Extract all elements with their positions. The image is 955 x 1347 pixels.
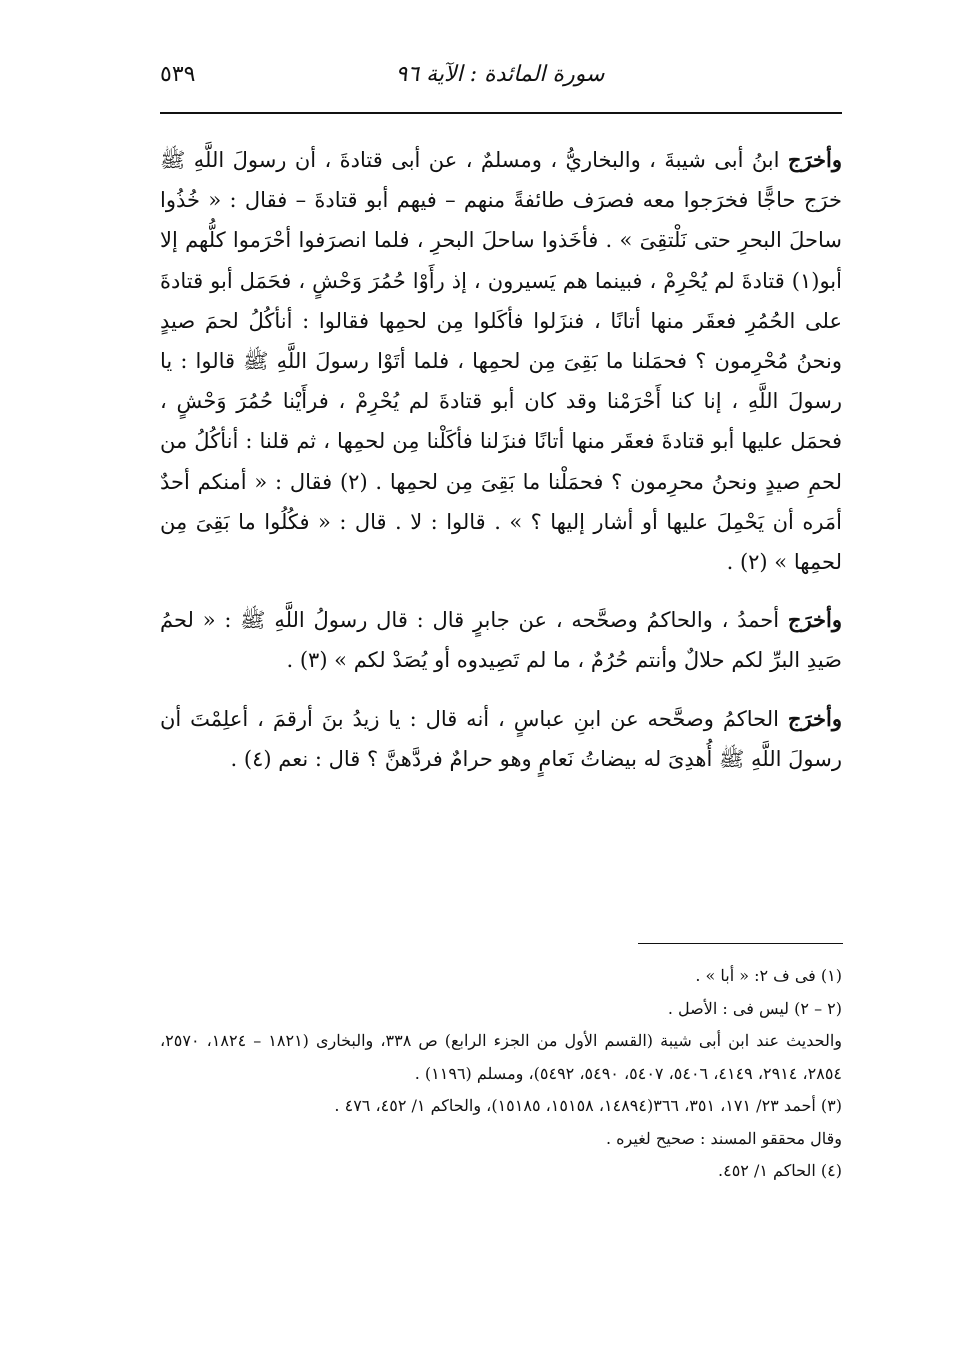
paragraph-jabir xyxy=(160,600,842,680)
footnote-divider xyxy=(638,943,843,944)
page-number: ٥٣٩ xyxy=(160,62,196,87)
paragraph-body: الحاكمُ وصحَّحه عن ابنِ عباسٍ ، أنه قال : يا زيدُ بنَ أرقمَ ، أعلِمْتَ أن رسولَ اللَّهِ ﷺ أُهدِىَ له بيضاتُ نَعامٍ وهو حرامٌ فردَّهنَّ ؟ قال : نعم (٤) . xyxy=(160,706,842,771)
footnote-3: (٣) أحمد ٢٣/ ١٧١، ٣٥١، ٣٦٦(١٤٨٩٤، ١٥١٥٨، ١٥١٨٥)، والحاكم ١/ ٤٥٢، ٤٧٦ . xyxy=(334,1096,842,1115)
paragraph-lead: وأخرَج xyxy=(787,607,842,633)
footnote-4: (٤) الحاكم ١/ ٤٥٢. xyxy=(718,1161,842,1180)
page-header xyxy=(160,62,840,102)
paragraph-body: ابنُ أبى شيبةَ ، والبخاريُّ ، ومسلمٌ ، عن أبى قتادةَ ، أن رسولَ اللَّهِ ﷺ خرَج حاجًّا فخرَجوا معه فصرَف طائفةً منهم – فيهم أبو قتادةَ – فقال : « خُذُوا ساحلَ البحرِ حتى نَلْتقِىَ » . فأخَذوا ساحلَ البحرِ ، فلما انصرَفوا أحْرَموا كلُّهم إلا أبو(١) قتادةَ لم يُحْرِمْ ، فبينما هم يَسيرون ، إذ رأَوْا حُمُرَ وَحْشٍ ، فحَمَل أبو قتادةَ على الحُمُرِ فعقَر منها أتانًا ، فنزَلوا فأكَلوا مِن لحمِها فقالوا : أنأكُلُ لحمَ صيدٍ ونحنُ مُحْرِمون ؟ فحمَلنا ما بَقِىَ مِن لحمِها ، فلما أتَوْا رسولَ اللَّهِ ﷺ قالوا : يا رسولَ اللَّهِ ، إنا كنا أَحْرَمْنا وقد كان أبو قتادةَ لم يُحْرِمْ ، فرأَيْنا حُمُرَ وَحْشٍ ، فحمَل عليها أبو قتادةَ فعقَر منها أتانًا فنزَلنا فأكَلْنا مِن لحمِها ، ثم قلنا : أنأكُلُ من لحمِ صيدٍ ونحنُ محرِمون ؟ فحمَلْنا ما بَقِىَ مِن لحمِها . (٢) فقال : « أمنكم أحدٌ أمَره أن يَحْمِلَ عليها أو أشار إليها ؟ » . قالوا : لا . قال : « فكُلُوا ما بَقِىَ مِن لحمِها » (٢) . xyxy=(160,148,842,575)
paragraph-ibn-abbas xyxy=(160,699,842,779)
footnote-3-note: وقال محققو المسند : صحيح لغيره . xyxy=(606,1128,842,1148)
footnotes xyxy=(160,960,842,1188)
paragraph-lead: وأخرَج xyxy=(787,147,842,172)
paragraph-abu-qatada xyxy=(160,140,842,582)
footnote-2-source: والحديث عند ابن أبى شيبة (القسم الأول من الجزء الرابع) ص ٣٣٨، والبخارى (١٨٢١ – ١٨٢٤، ٢٥٧٠، ٢٨٥٤، ٢٩١٤، ٤١٤٩، ٥٤٠٦، ٥٤٠٧، ٥٤٩٠، ٥٤٩٢)، ومسلم (١١٩٦) . xyxy=(160,1031,843,1083)
header-divider xyxy=(160,112,842,114)
footnote-2: (٢ – ٢) ليس فى : الأصل . xyxy=(667,998,842,1018)
main-text xyxy=(160,140,842,779)
running-title: سورة المائدة : الآية ٩٦ xyxy=(395,62,605,87)
paragraph-body: أحمدُ ، والحاكمُ وصحَّحه ، عن جابرٍ قال : قال رسولُ اللَّهِ ﷺ : « لحمُ صَيدِ البرِّ لكم حلالٌ وأنتم حُرُمٌ ، ما لم تَصِيدوه أو يُصَدْ لكم » (٣) . xyxy=(160,608,842,673)
footnote-1: (١) فى ف ٢: « أبا » . xyxy=(695,966,842,985)
paragraph-lead: وأخرَج xyxy=(787,705,842,731)
